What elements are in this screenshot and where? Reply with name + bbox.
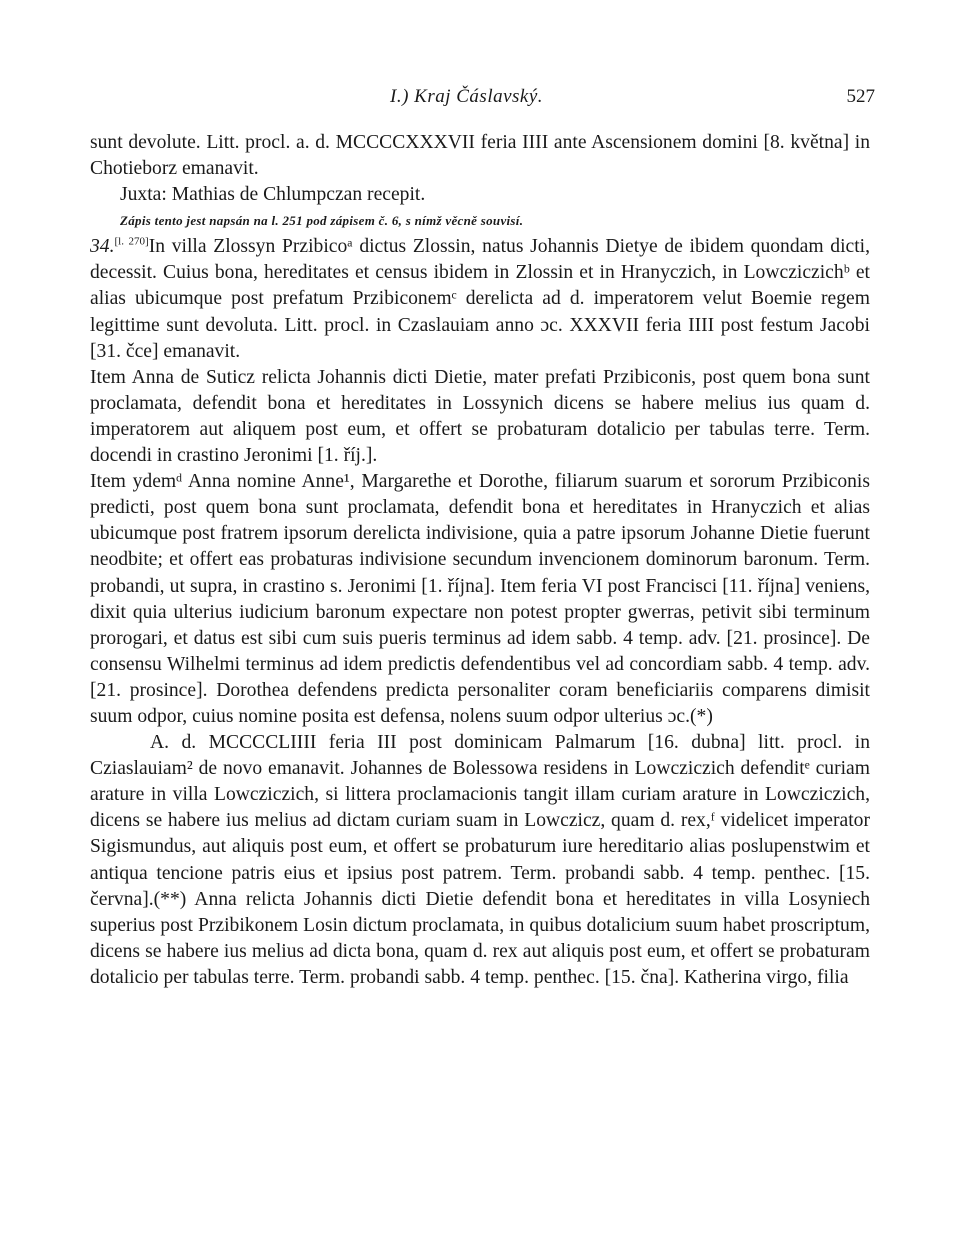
paragraph-continuation: sunt devolute. Litt. procl. a. d. MCCCCXXXVII feria IIII ante Ascensionem domini [8. května] in Chotieborz emanavit. [90,132,870,180]
paragraph-ydem-anna: Item ydemᵈ Anna nomine Anne¹, Margarethe et Dorothe, filiarum suarum et sororum Przibiconis predicti, post quem bona sunt proclamata, defendit bona et hereditates in Hranyczich et alias ubicumque post fratrem ipsorum derelicta indivisione, quia a patre ipsorum Johanne Dietie fuerunt neodbite; et offert eas probaturas indivisione secundum invencionem dominorum baronum. Term. probandi, ut supra, in crastino s. Jeronimi [1. října]. Item feria VI post Francisci [11. října] veniens, dixit quia ulterius iudicium baronum expectare non potest propter gwerras, petivit sibi terminum prorogari, et datus est sibi cum suis pueris terminus ad idem sabb. 4 temp. adv. [21. prosince]. De consensu Wilhelmi terminus ad idem predictis defendentibus vel ad concordiam sabb. 4 temp. adv. [21. prosince]. Dorothea defendens predicta personaliter coram beneficiariis comparens dimisit suum odpor, cuius nomine posita est defensa, nolens suum odpor ulterius ɔc.(*) [90,471,870,727]
document-body [90,130,870,991]
entry-text: In villa Zlossyn Przibicoᵃ dictus Zlossin, natus Johannis Dietye de ibidem quondam dicti, decessit. Cuius bona, hereditates et census ibidem in Zlossin et in Hranyczich, in Lowcziczichᵇ et alias ubicumque post prefatum Przibiconemᶜ derelicta ad d. imperatorem velut Boemie regem legittime sunt devoluta. Litt. procl. in Czaslauiam anno ɔc. XXXVII feria IIII post festum Jacobi [31. čce] emanavit. [90,236,870,362]
paragraph-anna-defense: Item Anna de Suticz relicta Johannis dicti Dietie, mater prefati Przibiconis, post quem bona sunt proclamata, defendit bona et hereditates in Lossynich dicens se habere melius ius quam d. imperatorem aut aliquem post eum, et offert se probaturam dotalicio per tabulas terre. Term. docendi in crastino Jeronimi [1. říj.]. [90,366,870,467]
paragraph-juxta: Juxta: Mathias de Chlumpczan recepit. [120,184,426,206]
entry-number: 34. [90,236,115,258]
paragraph-entry-34 [90,234,870,364]
page-number: 527 [846,86,875,107]
editorial-note: Zápis tento jest napsán na l. 251 pod zápisem č. 6, s nímž věcně souvisí. [120,213,524,229]
header-title: I.) Kraj Čáslavský. [390,86,544,107]
paragraph-1454: A. d. MCCCCLIIII feria III post dominicam Palmarum [16. dubna] litt. procl. in Cziaslauiam² de novo emanavit. Johannes de Bolessowa residens in Lowcziczich defenditᵉ curiam arature in villa Lowcziczich, si littera proclamacionis tangit illam curiam arature in Lowcziczich, dicens se habere ius melius ad dictam curiam suam in Lowczicz, quam d. rex,ᶠ videlicet imperator Sigismundus, aut aliquis post eum, et offert se probaturum iure hereditario alias poslupenstwim et antiqua tencione patris eius et ipsius post patrem. Term. probandi sabb. 4 temp. penthec. [15. června].(**) Anna relicta Johannis dicti Dietie defendit bona et hereditates in villa Losyniech superius post Przibikonem Losin dictum proclamata, in quibus dotalicium suum habet proscriptum, dicens se habere ius melius ad dicta bona, quam d. rex aut aliquis post eum, et offert se probaturam dotalicio per tabulas terre. Term. probandi sabb. 4 temp. penthec. [15. čna]. Katherina virgo, filia [90,732,870,988]
folio-reference: [l. 270] [114,235,149,248]
running-header [90,82,875,112]
